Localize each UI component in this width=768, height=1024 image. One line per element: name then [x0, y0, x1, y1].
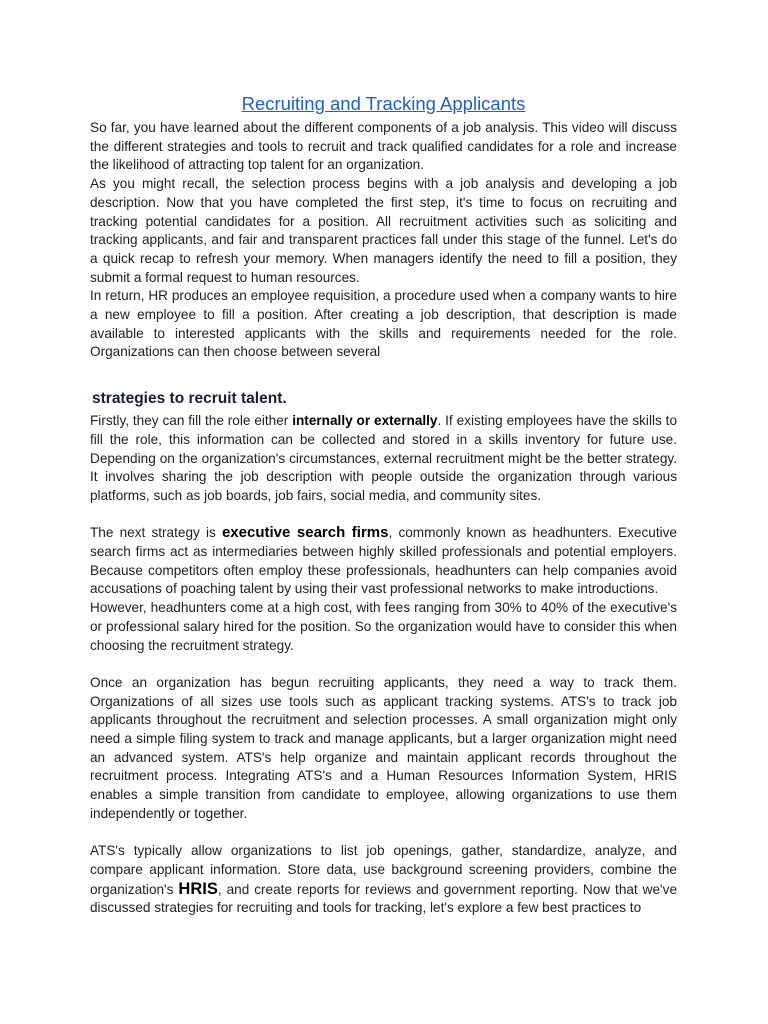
bold-phrase: executive search firms: [221, 524, 389, 542]
text-run: The next strategy is: [90, 525, 222, 541]
spacer: [90, 655, 677, 674]
section-heading: strategies to recruit talent.: [92, 390, 287, 408]
text-run: . If existing employees have the skills to fill the role, this information can be collected and stored in a skills inventory for future use. Depending on the organization's circumstances, external recruitment might be the better strategy. It involves sharing the job description with people outside the organization through various platforms, such as job boards, job fairs, social media, and community sites.: [90, 413, 678, 503]
text-run: , and create reports for reviews and government reporting. Now that we've discussed strategies for recruiting and tools for tracking, let's explore a few best practices to: [90, 881, 678, 916]
bold-phrase: internally or externally: [292, 413, 438, 429]
paragraph-ats-features: [90, 842, 677, 918]
intro-paragraph-3: In return, HR produces an employee requisition, a procedure used when a company wants to hire a new employee to fill a position. After creating a job description, that description is made available to interested applicants with the skills and requirements needed for the role. Organizations can then choose between several: [90, 288, 677, 360]
text-run: , commonly known as headhunters. Executive search firms act as intermediaries between highly skilled professionals and potential employers. Because competitors often employ these professionals, headhunters can help companies avoid accusations of poaching talent by using their vast professional networks to make introductions.: [90, 525, 677, 597]
text-run: ATS's typically allow organizations to list job openings, gather, standardize, analyze, and compare applicant information. Store data, use background screening providers, combine the organization's: [90, 843, 677, 897]
document-body: [90, 92, 677, 918]
paragraph-headhunter-cost: However, headhunters come at a high cost, with fees ranging from 30% to 40% of the executive's or professional salary hired for the position. So the organization would have to consider this when choosing the recruitment strategy.: [90, 600, 677, 653]
intro-paragraph-2: As you might recall, the selection process begins with a job analysis and developing a job description. Now that you have completed the first step, it's time to focus on recruiting and tracking potential candidates for a position. All recruitment activities such as soliciting and tracking applicants, and fair and transparent practices fall under this stage of the funnel. Let's do a quick recap to refresh your memory. When managers identify the need to fill a position, they submit a formal request to human resources.: [90, 176, 677, 285]
paragraph-ats: Once an organization has begun recruiting applicants, they need a way to track them. Organizations of all sizes use tools such as applicant tracking systems. ATS's to track job applicants throughout the recruitment and selection processes. A small organization might only need a simple filing system to track and manage applicants, but a larger organization might need an advanced system. ATS's help organize and maintain applicant records throughout the recruitment process. Integrating ATS's and a Human Resources Information System, HRIS enables a simple transition from candidate to employee, allowing organizations to use them independently or together.: [90, 674, 677, 821]
spacer: [90, 506, 677, 525]
paragraph-executive-search: [90, 524, 677, 599]
intro-paragraph-1: So far, you have learned about the different components of a job analysis. This video will discuss the different strategies and tools to recruit and track qualified candidates for a role and increase the likelihood of attracting top talent for an organization.: [90, 120, 677, 173]
text-run: Firstly, they can fill the role either: [90, 413, 293, 429]
paragraph-internal-external: [90, 412, 677, 506]
document-title: Recruiting and Tracking Applicants: [241, 93, 526, 114]
bold-phrase: HRIS: [178, 879, 218, 898]
spacer: [90, 824, 677, 843]
